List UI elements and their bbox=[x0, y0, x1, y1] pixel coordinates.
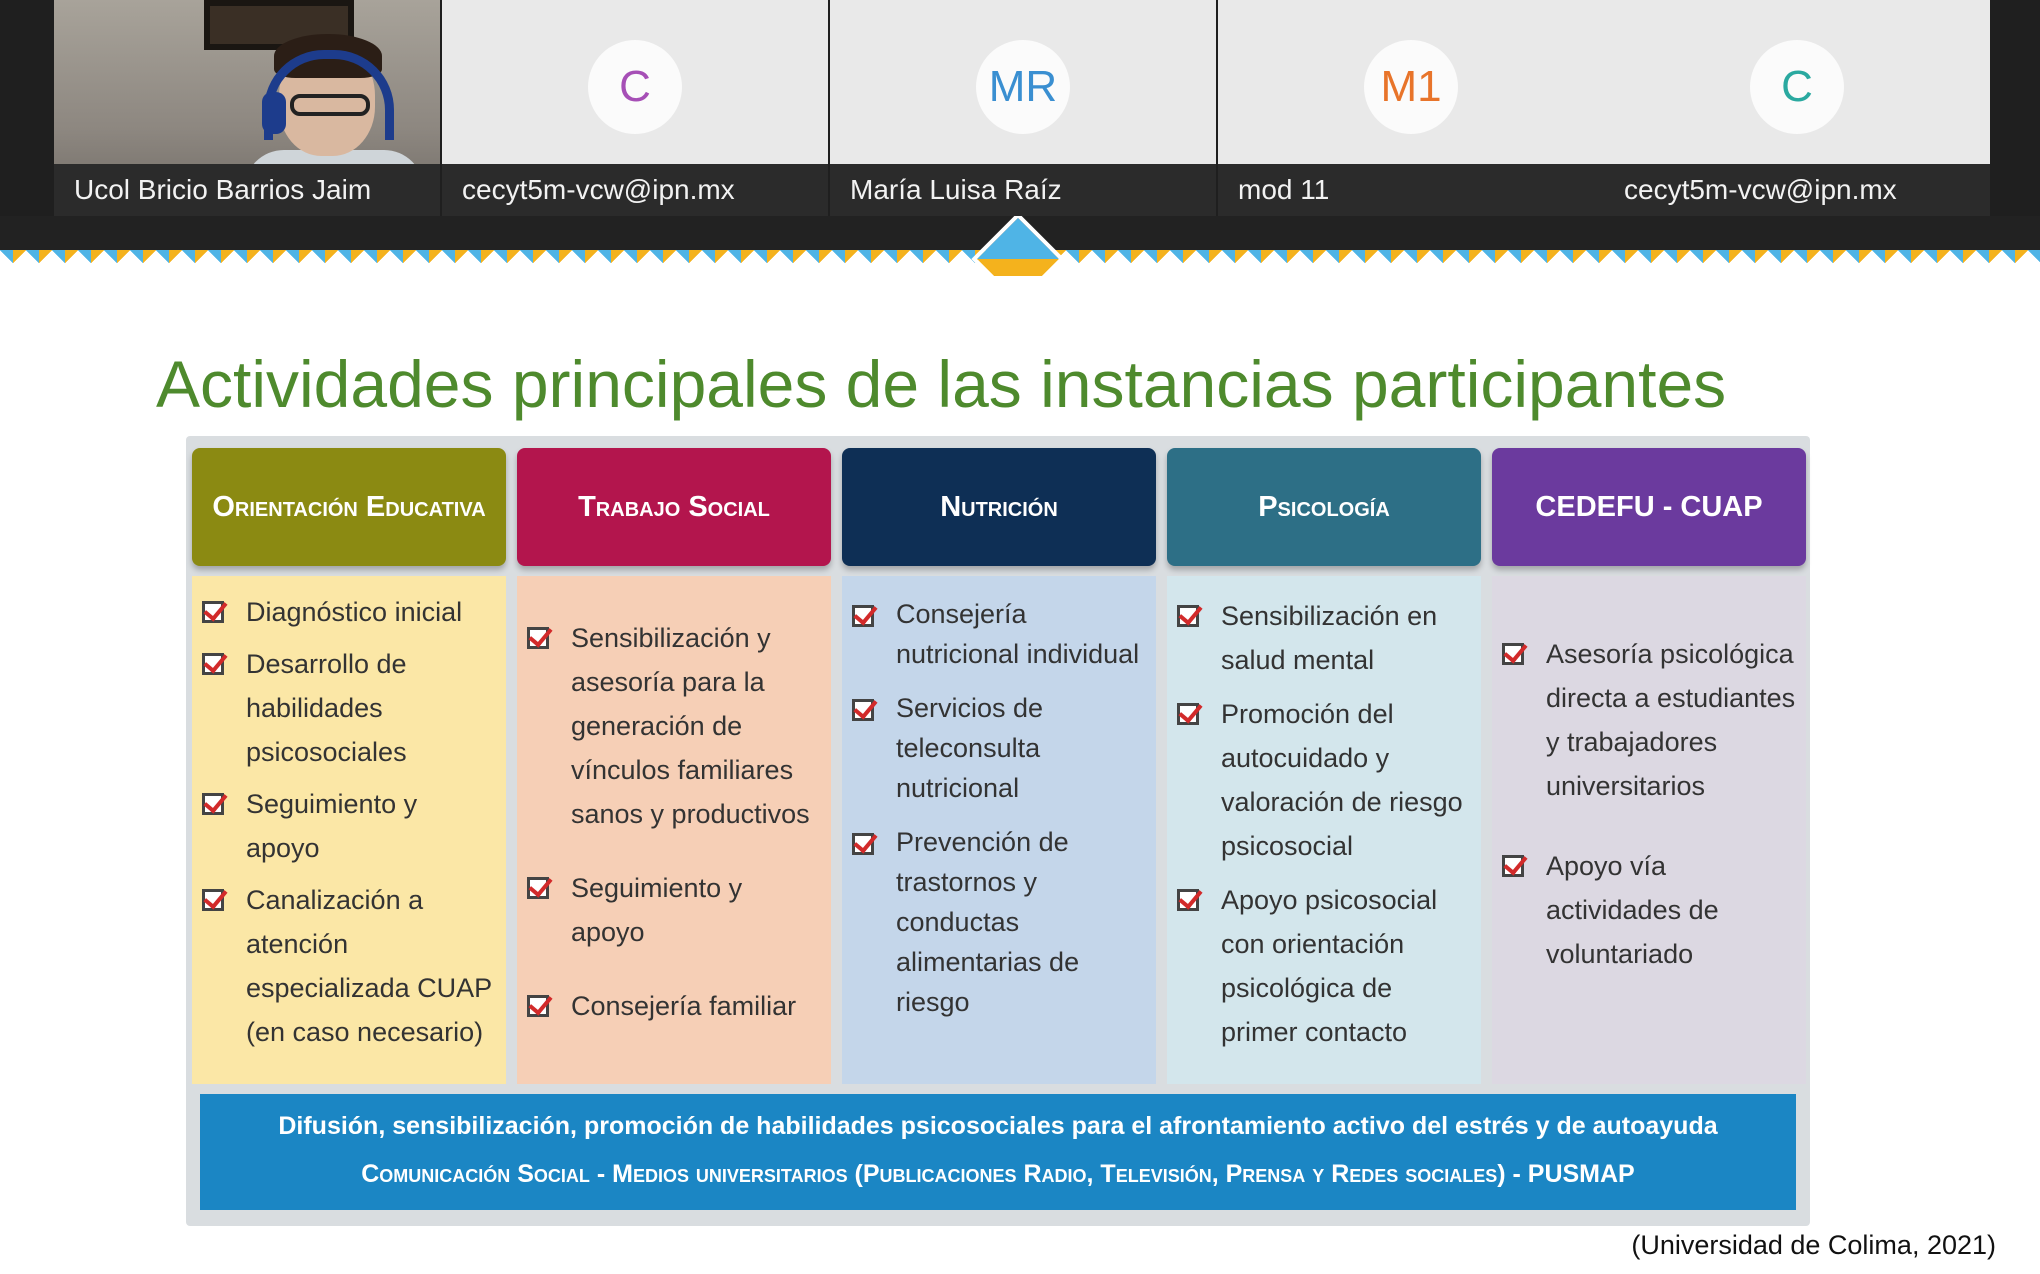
item-text: Apoyo psicosocial con orientación psicológica de primer contacto bbox=[1221, 885, 1438, 1047]
list-item bbox=[525, 866, 823, 954]
column-body-nutricion bbox=[842, 576, 1156, 1084]
earcup bbox=[262, 92, 286, 134]
glasses bbox=[290, 94, 370, 116]
list-item bbox=[1175, 594, 1473, 682]
checkbox-icon bbox=[202, 601, 224, 623]
avatar: C bbox=[588, 40, 682, 134]
activities-board bbox=[186, 436, 1810, 1226]
diamond-emblem-icon bbox=[971, 216, 1064, 276]
column-header-psicologia: Psicología bbox=[1167, 448, 1481, 566]
participant-name: cecyt5m-vcw@ipn.mx bbox=[1604, 164, 1990, 216]
checkbox-icon bbox=[1502, 855, 1524, 877]
participant-tile-video[interactable] bbox=[54, 0, 440, 216]
checkbox-icon bbox=[1177, 889, 1199, 911]
checkbox-icon bbox=[852, 833, 874, 855]
checkbox-icon bbox=[202, 793, 224, 815]
participant-tile[interactable] bbox=[830, 0, 1216, 216]
column-header-orientacion: Orientación Educativa bbox=[192, 448, 506, 566]
list-item bbox=[200, 782, 498, 870]
avatar: MR bbox=[976, 40, 1070, 134]
list-item bbox=[1500, 844, 1798, 976]
column-body-psicologia bbox=[1167, 576, 1481, 1084]
slide-banner bbox=[0, 216, 2040, 276]
participant-name: María Luisa Raíz bbox=[830, 164, 1216, 216]
citation: (Universidad de Colima, 2021) bbox=[1631, 1230, 1996, 1260]
item-text: Consejería familiar bbox=[571, 991, 797, 1021]
list-item bbox=[200, 878, 498, 1054]
list-item bbox=[200, 642, 498, 774]
footer-line-2: Comunicación Social - Medios universitarios (Publicaciones Radio, Televisión, Prensa y Redes sociales) - PUSMAP bbox=[361, 1160, 1635, 1188]
footer-banner bbox=[200, 1094, 1796, 1210]
item-text: Seguimiento y apoyo bbox=[246, 789, 418, 863]
item-text: Canalización a atención especializada CUAP (en caso necesario) bbox=[246, 885, 492, 1047]
checkbox-icon bbox=[202, 653, 224, 675]
checkbox-icon bbox=[202, 889, 224, 911]
column-body-orientacion bbox=[192, 576, 506, 1084]
column-body-trabajo-social bbox=[517, 576, 831, 1084]
avatar: M1 bbox=[1364, 40, 1458, 134]
checkbox-icon bbox=[1502, 643, 1524, 665]
checkbox-icon bbox=[527, 995, 549, 1017]
participant-strip bbox=[0, 0, 2040, 216]
column-header-trabajo-social: Trabajo Social bbox=[517, 448, 831, 566]
column-header-cedefu-cuap: CEDEFU - CUAP bbox=[1492, 448, 1806, 566]
participant-tile[interactable] bbox=[442, 0, 828, 216]
checkbox-icon bbox=[527, 627, 549, 649]
list-item bbox=[850, 688, 1148, 808]
checkbox-icon bbox=[852, 605, 874, 627]
item-text: Sensibilización en salud mental bbox=[1221, 601, 1438, 675]
list-item bbox=[200, 590, 498, 634]
column-body-cedefu-cuap bbox=[1492, 576, 1806, 1084]
checkbox-icon bbox=[527, 877, 549, 899]
checkbox-icon bbox=[1177, 605, 1199, 627]
item-text: Desarrollo de habilidades psicosociales bbox=[246, 649, 407, 767]
checkbox-icon bbox=[852, 699, 874, 721]
item-text: Consejería nutricional individual bbox=[896, 599, 1140, 669]
item-text: Asesoría psicológica directa a estudiantes y trabajadores universitarios bbox=[1546, 639, 1796, 801]
list-item bbox=[850, 822, 1148, 1022]
item-text: Seguimiento y apoyo bbox=[571, 873, 743, 947]
avatar: C bbox=[1750, 40, 1844, 134]
item-text: Apoyo vía actividades de voluntariado bbox=[1546, 851, 1719, 969]
item-text: Sensibilización y asesoría para la generación de vínculos familiares sanos y productivos bbox=[571, 623, 810, 829]
participant-tile[interactable] bbox=[1604, 0, 1990, 216]
item-text: Promoción del autocuidado y valoración de riesgo psicosocial bbox=[1221, 699, 1463, 861]
list-item bbox=[525, 616, 823, 836]
list-item bbox=[1175, 692, 1473, 868]
item-text: Servicios de teleconsulta nutricional bbox=[896, 693, 1044, 803]
list-item bbox=[1500, 632, 1798, 808]
list-item bbox=[850, 594, 1148, 674]
participant-name: cecyt5m-vcw@ipn.mx bbox=[442, 164, 828, 216]
item-text: Prevención de trastornos y conductas alimentarias de riesgo bbox=[896, 827, 1080, 1017]
participant-tile[interactable] bbox=[1218, 0, 1604, 216]
footer-line-1: Difusión, sensibilización, promoción de habilidades psicosociales para el afrontamiento activo del estrés y de autoayuda bbox=[278, 1112, 1718, 1140]
item-text: Diagnóstico inicial bbox=[246, 597, 463, 627]
column-header-nutricion: Nutrición bbox=[842, 448, 1156, 566]
participant-name: mod 11 bbox=[1218, 164, 1604, 216]
checkbox-icon bbox=[1177, 703, 1199, 725]
list-item bbox=[525, 984, 823, 1028]
participant-name: Ucol Bricio Barrios Jaim bbox=[54, 164, 440, 216]
slide-title: Actividades principales de las instancias participantes bbox=[156, 347, 1727, 421]
shared-slide bbox=[0, 276, 2040, 1274]
list-item bbox=[1175, 878, 1473, 1054]
